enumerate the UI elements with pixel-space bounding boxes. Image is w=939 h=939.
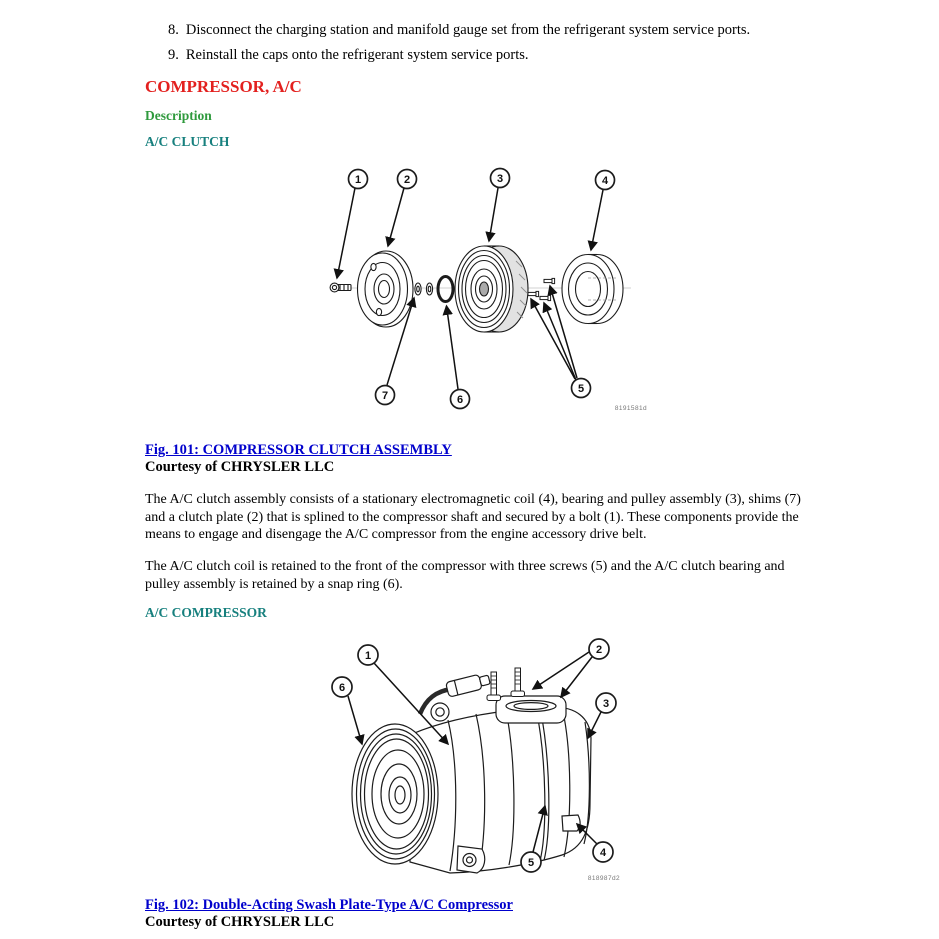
pulley-part [352,724,438,864]
step-text: Disconnect the charging station and manifold gauge set from the refrigerant system service ports. [185,22,751,38]
step-9 [145,43,821,68]
fig102-link[interactable]: Fig. 102: Double-Acting Swash Plate-Type A/C Compressor [145,897,513,914]
snap-ring-part [438,277,453,302]
svg-text:6: 6 [338,682,346,695]
fig101-callout-5 [572,379,591,398]
fig102-callout-6 [332,677,352,697]
shims-part [415,283,433,295]
fig102-callout-5 [521,852,541,872]
fig102-drawing-code: 818987d2 [587,875,620,883]
svg-text:6: 6 [456,394,464,407]
section-heading-compressor-ac: COMPRESSOR, A/C [145,77,302,96]
svg-text:5: 5 [577,383,585,396]
paragraph-clutch-assembly: The A/C clutch assembly consists of a stationary electromagnetic coil (4), bearing and pulley assembly (3), shims (7) and a clutch plate (2) that is splined to the compressor shaft and secured by a bolt (1). These components provide the means to engage and disengage the A/C compressor from the engine accessory drive belt. [145,492,801,543]
step-8 [145,18,821,43]
bolt-part [330,283,351,292]
fig101-image-area [145,155,821,437]
fig101-link[interactable]: Fig. 101: COMPRESSOR CLUTCH ASSEMBLY [145,442,452,459]
fig101-callout-2 [398,170,417,189]
svg-text:1: 1 [364,650,372,663]
fig101-caption [145,441,821,476]
subsection-heading-ac-clutch: A/C CLUTCH [145,134,230,150]
svg-text:3: 3 [496,173,504,186]
coil-part [562,255,623,324]
fig101-courtesy: Courtesy of CHRYSLER LLC [145,459,335,476]
fig101-callout-6 [451,390,470,409]
fig102-diagram [300,632,645,887]
fig102-callout-1 [358,645,378,665]
fig102-callout-4 [593,842,613,862]
fig101-diagram [285,157,675,427]
clutch-plate-part [358,251,414,327]
svg-text:2: 2 [595,644,603,657]
fig102-courtesy: Courtesy of CHRYSLER LLC [145,914,335,931]
fig101-callout-3 [491,169,510,188]
fig101-callout-4 [596,171,615,190]
svg-text:5: 5 [527,857,535,870]
fig102-image-area [145,630,821,892]
svg-text:2: 2 [403,174,411,187]
fig102-callout-3 [596,693,616,713]
fig101-callout-7 [376,386,395,405]
fig101-callout-1 [349,170,368,189]
fig102-callout-2 [589,639,609,659]
subsection-heading-ac-compressor: A/C COMPRESSOR [145,605,267,621]
step-number: 8. [168,22,179,38]
connector-part [420,673,491,722]
step-number: 9. [168,47,179,63]
procedure-steps [145,18,821,68]
step-text: Reinstall the caps onto the refrigerant system service ports. [185,47,529,63]
svg-text:4: 4 [601,175,609,188]
paragraph-clutch-coil: The A/C clutch coil is retained to the front of the compressor with three screws (5) and the A/C clutch bearing and pulley assembly is retained by a snap ring (6). [145,558,785,592]
pulley-part [455,246,528,332]
fig102-caption [145,896,821,931]
svg-text:1: 1 [354,174,362,187]
svg-text:3: 3 [602,698,610,711]
manifold-part [496,696,566,723]
svg-text:4: 4 [599,847,607,860]
svg-text:7: 7 [381,390,389,403]
fig101-drawing-code: 8191581d [614,405,647,413]
subsection-heading-description: Description [145,107,212,123]
